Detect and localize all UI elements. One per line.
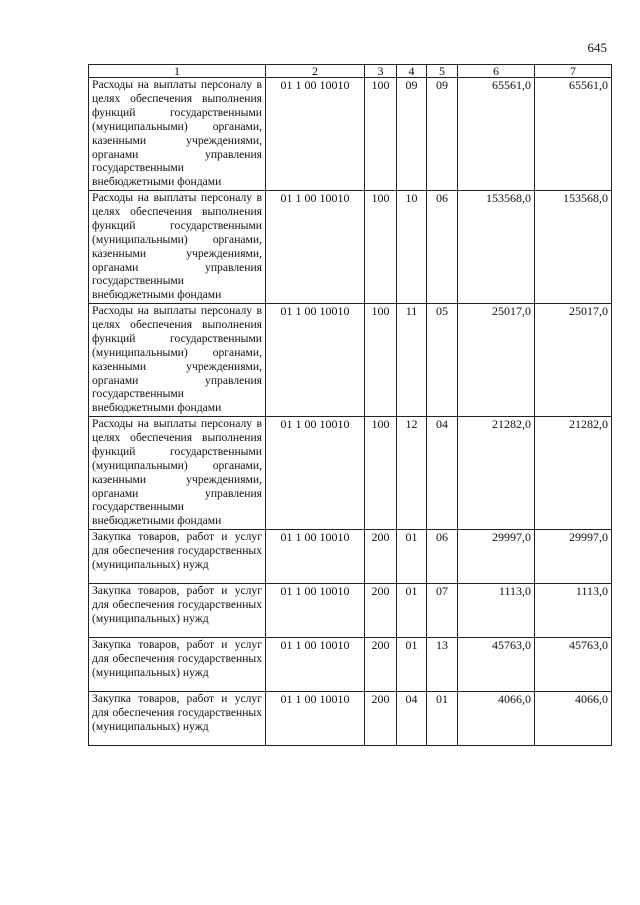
row-description: Расходы на выплаты персоналу в целях обеспечения выполнения функций государственными (муниципальными) органами, казенными учреждениями, органами управления государственными внебюджетными фондами <box>89 304 266 417</box>
target-code: 01 1 00 10010 <box>266 692 365 746</box>
amount-2: 25017,0 <box>535 304 612 417</box>
expense-type: 100 <box>365 191 397 304</box>
budget-table <box>88 64 612 746</box>
amount-1: 65561,0 <box>458 78 535 191</box>
table-row <box>89 530 612 584</box>
subsection: 06 <box>427 530 458 584</box>
target-code: 01 1 00 10010 <box>266 191 365 304</box>
expense-type: 200 <box>365 638 397 692</box>
target-code: 01 1 00 10010 <box>266 78 365 191</box>
table-row <box>89 638 612 692</box>
section: 09 <box>397 78 427 191</box>
row-description: Расходы на выплаты персоналу в целях обеспечения выполнения функций государственными (муниципальными) органами, казенными учреждениями, органами управления государственными внебюджетными фондами <box>89 191 266 304</box>
row-description: Закупка товаров, работ и услуг для обеспечения государственных (муниципальных) нужд <box>89 692 266 746</box>
expense-type: 100 <box>365 417 397 530</box>
column-header: 4 <box>397 65 427 78</box>
amount-2: 4066,0 <box>535 692 612 746</box>
row-description: Расходы на выплаты персоналу в целях обеспечения выполнения функций государственными (муниципальными) органами, казенными учреждениями, органами управления государственными внебюджетными фондами <box>89 78 266 191</box>
subsection: 06 <box>427 191 458 304</box>
expense-type: 100 <box>365 78 397 191</box>
amount-2: 45763,0 <box>535 638 612 692</box>
target-code: 01 1 00 10010 <box>266 530 365 584</box>
subsection: 07 <box>427 584 458 638</box>
amount-2: 65561,0 <box>535 78 612 191</box>
section: 01 <box>397 530 427 584</box>
amount-1: 25017,0 <box>458 304 535 417</box>
row-description: Закупка товаров, работ и услуг для обеспечения государственных (муниципальных) нужд <box>89 638 266 692</box>
subsection: 04 <box>427 417 458 530</box>
section: 12 <box>397 417 427 530</box>
column-header: 3 <box>365 65 397 78</box>
page-number: 645 <box>587 40 607 55</box>
column-header: 6 <box>458 65 535 78</box>
amount-1: 29997,0 <box>458 530 535 584</box>
amount-1: 45763,0 <box>458 638 535 692</box>
subsection: 01 <box>427 692 458 746</box>
table-row <box>89 692 612 746</box>
target-code: 01 1 00 10010 <box>266 584 365 638</box>
target-code: 01 1 00 10010 <box>266 304 365 417</box>
row-description: Закупка товаров, работ и услуг для обеспечения государственных (муниципальных) нужд <box>89 584 266 638</box>
section: 04 <box>397 692 427 746</box>
amount-2: 1113,0 <box>535 584 612 638</box>
expense-type: 200 <box>365 692 397 746</box>
section: 10 <box>397 191 427 304</box>
row-description: Расходы на выплаты персоналу в целях обеспечения выполнения функций государственными (муниципальными) органами, казенными учреждениями, органами управления государственными внебюджетными фондами <box>89 417 266 530</box>
target-code: 01 1 00 10010 <box>266 638 365 692</box>
amount-1: 1113,0 <box>458 584 535 638</box>
column-header: 5 <box>427 65 458 78</box>
amount-2: 29997,0 <box>535 530 612 584</box>
column-header: 2 <box>266 65 365 78</box>
amount-2: 21282,0 <box>535 417 612 530</box>
expense-type: 200 <box>365 584 397 638</box>
table-row <box>89 78 612 191</box>
row-description: Закупка товаров, работ и услуг для обеспечения государственных (муниципальных) нужд <box>89 530 266 584</box>
section: 11 <box>397 304 427 417</box>
section: 01 <box>397 584 427 638</box>
table-row <box>89 304 612 417</box>
amount-1: 153568,0 <box>458 191 535 304</box>
amount-2: 153568,0 <box>535 191 612 304</box>
table-row <box>89 191 612 304</box>
header-row <box>89 65 612 78</box>
subsection: 13 <box>427 638 458 692</box>
expense-type: 100 <box>365 304 397 417</box>
section: 01 <box>397 638 427 692</box>
expense-type: 200 <box>365 530 397 584</box>
table-row <box>89 584 612 638</box>
column-header: 7 <box>535 65 612 78</box>
subsection: 09 <box>427 78 458 191</box>
column-header: 1 <box>89 65 266 78</box>
table-row <box>89 417 612 530</box>
target-code: 01 1 00 10010 <box>266 417 365 530</box>
subsection: 05 <box>427 304 458 417</box>
amount-1: 4066,0 <box>458 692 535 746</box>
amount-1: 21282,0 <box>458 417 535 530</box>
